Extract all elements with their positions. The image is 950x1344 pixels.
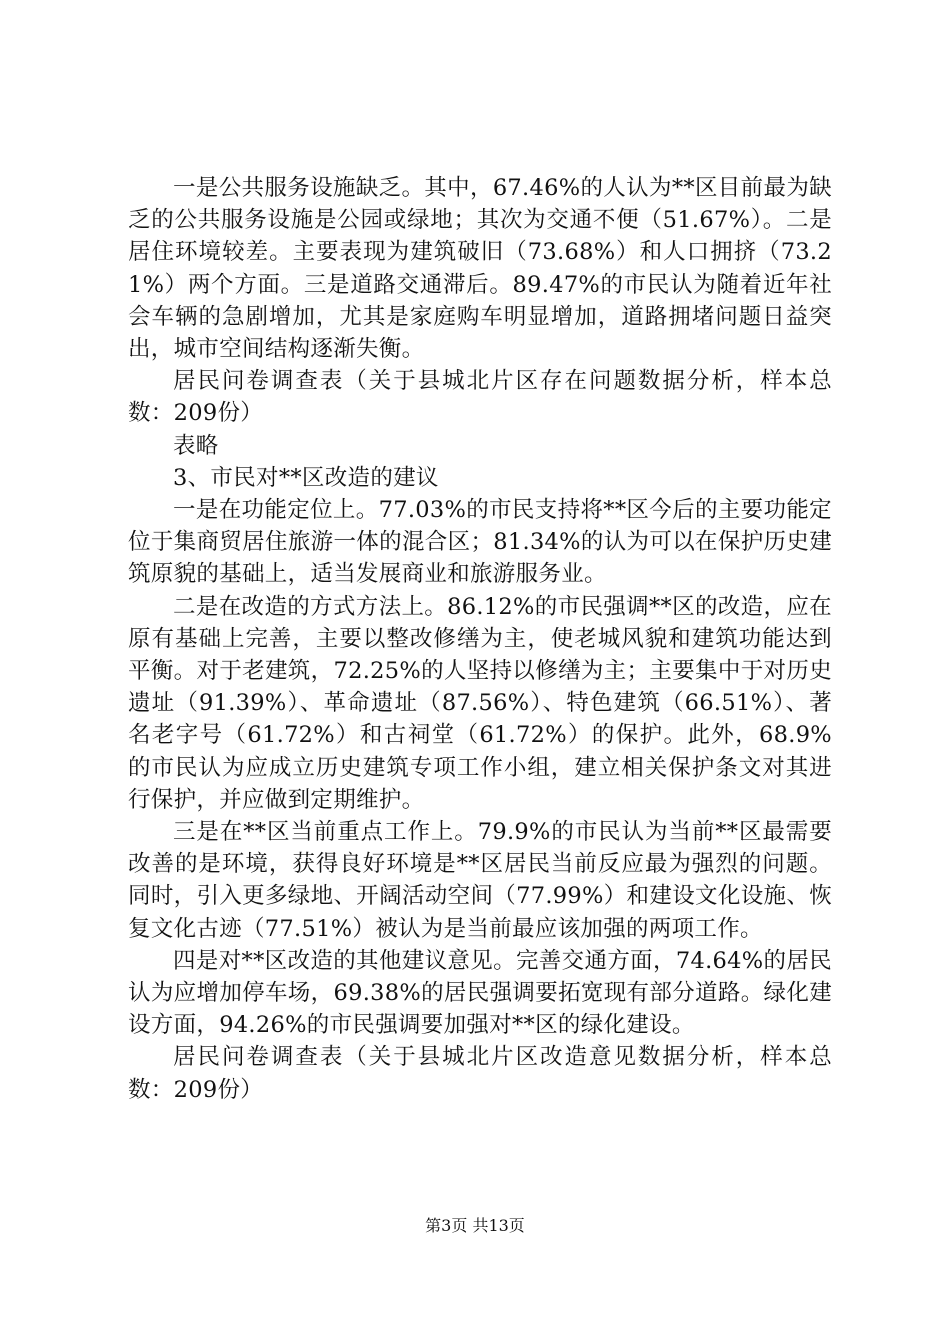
paragraph-function-positioning: 一是在功能定位上。77.03%的市民支持将**区今后的主要功能定位于集商贸居住旅游一体的混合区；81.34%的认为可以在保护历史建筑原貌的基础上，适当发展商业和旅游服务业。 [128, 497, 832, 588]
paragraph-current-priorities: 三是在**区当前重点工作上。79.9%的市民认为当前**区最需要改善的是环境，获得良好环境是**区居民当前反应最为强烈的问题。同时，引入更多绿地、开阔活动空间（77.99%）和建设文化设施、恢复文化古迹（77.51%）被认为是当前最应该加强的两项工作。 [128, 819, 832, 942]
paragraph-survey-caption-problems: 居民问卷调查表（关于县城北片区存在问题数据分析，样本总数：209份） [128, 368, 832, 427]
paragraph-survey-caption-suggestions: 居民问卷调查表（关于县城北片区改造意见数据分析，样本总数：209份） [128, 1044, 832, 1103]
page-footer [0, 1216, 950, 1236]
paragraph-other-suggestions: 四是对**区改造的其他建议意见。完善交通方面，74.64%的居民认为应增加停车场，69.38%的居民强调要拓宽现有部分道路。绿化建设方面，94.26%的市民强调要加强对**区的绿化建设。 [128, 947, 832, 1039]
paragraph-renovation-methods: 二是在改造的方式方法上。86.12%的市民强调**区的改造，应在原有基础上完善，主要以整改修缮为主，使老城风貌和建筑功能达到平衡。对于老建筑，72.25%的人坚持以修缮为主；主要集中于对历史遗址（91.39%）、革命遗址（87.56%）、特色建筑（66.51%）、著名老字号（61.72%）和古祠堂（61.72%）的保护。此外，68.9%的市民认为应成立历史建筑专项工作小组，建立相关保护条文对其进行保护，并应做到定期维护。 [128, 593, 832, 813]
paragraph-table-omitted: 表略 [173, 432, 219, 459]
document-body [128, 172, 832, 1106]
section-heading-suggestions: 3、市民对**区改造的建议 [173, 464, 439, 491]
paragraph-problems: 一是公共服务设施缺乏。其中，67.46%的人认为**区目前最为缺乏的公共服务设施是公园或绿地；其次为交通不便（51.67%）。二是居住环境较差。主要表现为建筑破旧（73.68%）和人口拥挤（73.21%）两个方面。三是道路交通滞后。89.47%的市民认为随着近年社会车辆的急剧增加，尤其是家庭购车明显增加，道路拥堵问题日益突出，城市空间结构逐渐失衡。 [128, 175, 832, 363]
page-number-label: 第3页 共13页 [425, 1216, 525, 1235]
